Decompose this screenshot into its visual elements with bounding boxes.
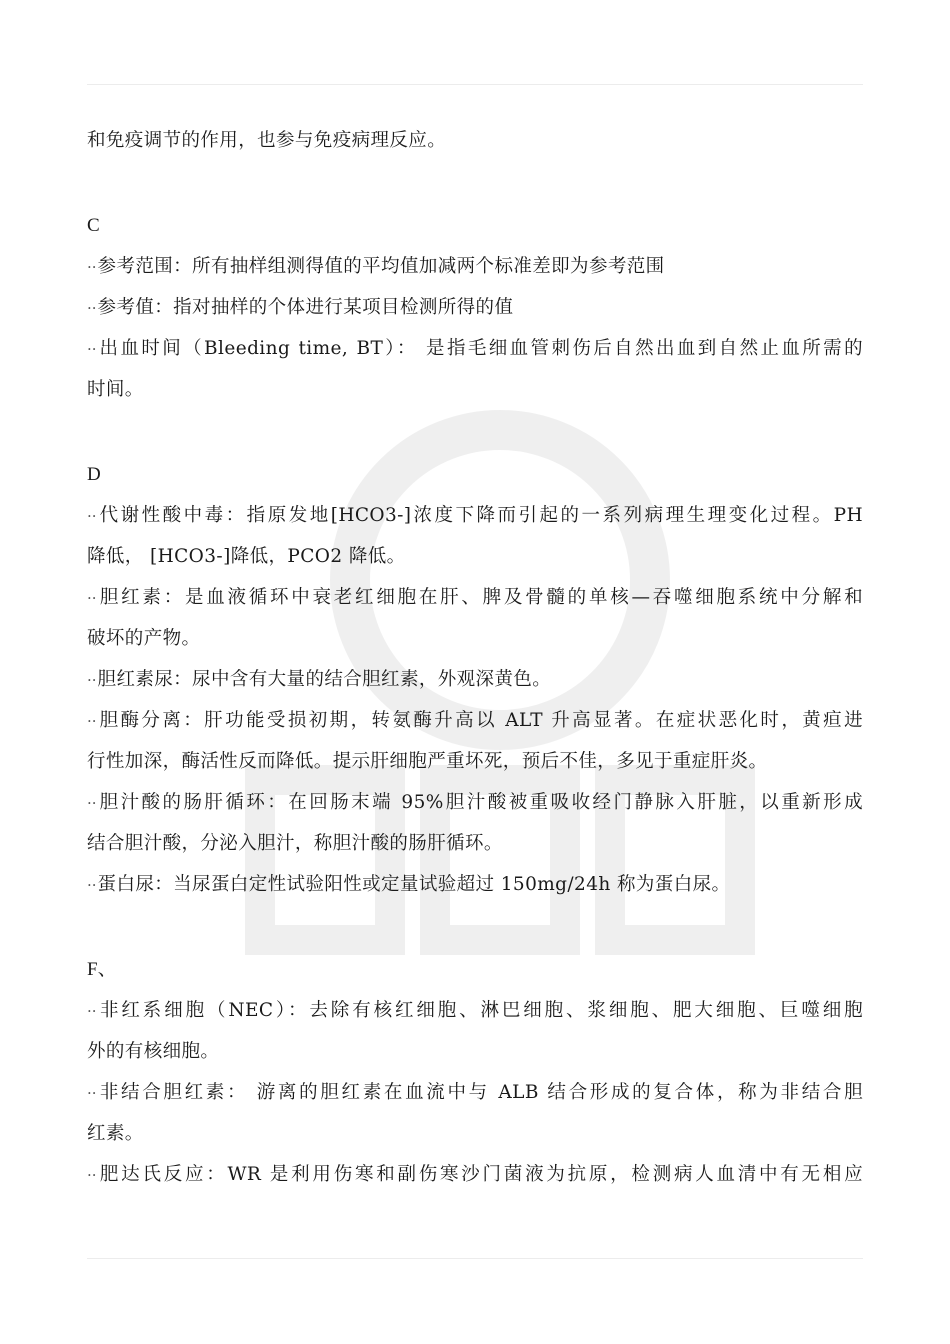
entry-bilirubin-cont: 破坏的产物。 [87, 628, 201, 649]
bullet-mark: ·· [87, 340, 97, 358]
entry-bilirubinuria: ··胆红素尿：尿中含有大量的结合胆红素，外观深黄色。 [87, 669, 552, 690]
entry-reference-value: ··参考值：指对抽样的个体进行某项目检测所得的值 [87, 297, 514, 318]
entry-enzyme-separation: ··胆酶分离：肝功能受损初期，转氨酶升高以 ALT 升高显著。在症状恶化时，黄疸进 [87, 710, 863, 731]
section-heading-f: F、 [87, 959, 117, 980]
bullet-mark: ·· [87, 1002, 97, 1020]
bullet-mark: ·· [87, 1084, 97, 1102]
entry-unconjugated-bilirubin-cont: 红素。 [87, 1123, 144, 1144]
entry-metabolic-acidosis: ··代谢性酸中毒：指原发地[HCO3-]浓度下降而引起的一系列病理生理变化过程。PH [87, 505, 863, 526]
bullet-mark: ·· [87, 507, 97, 525]
bullet-mark: ·· [87, 299, 97, 317]
entry-proteinuria: ··蛋白尿：当尿蛋白定性试验阳性或定量试验超过 150mg/24h 称为蛋白尿。 [87, 874, 731, 895]
intro-text: 和免疫调节的作用，也参与免疫病理反应。 [87, 130, 447, 151]
entry-nec-cont: 外的有核细胞。 [87, 1041, 220, 1062]
entry-reference-range: ··参考范围：所有抽样组测得值的平均值加减两个标准差即为参考范围 [87, 256, 665, 277]
entry-enzyme-separation-cont: 行性加深，酶活性反而降低。提示肝细胞严重坏死，预后不佳，多见于重症肝炎。 [87, 751, 768, 772]
entry-widal-reaction: ··肥达氏反应：WR 是利用伤寒和副伤寒沙门菌液为抗原，检测病人血清中有无相应 [87, 1164, 863, 1185]
entry-nec: ··非红系细胞（NEC）：去除有核红细胞、淋巴细胞、浆细胞、肥大细胞、巨噬细胞 [87, 1000, 863, 1021]
document-body [87, 120, 863, 1195]
bullet-mark: ·· [87, 1166, 97, 1184]
entry-bile-acid-cycle-cont: 结合胆汁酸，分泌入胆汁，称胆汁酸的肠肝循环。 [87, 833, 503, 854]
header-rule [87, 84, 863, 85]
bullet-mark: ·· [87, 712, 97, 730]
entry-metabolic-acidosis-cont: 降低， [HCO3-]降低，PCO2 降低。 [87, 546, 406, 567]
bullet-mark: ·· [87, 876, 97, 894]
entry-bleeding-time-cont: 时间。 [87, 379, 144, 400]
entry-unconjugated-bilirubin: ··非结合胆红素： 游离的胆红素在血流中与 ALB 结合形成的复合体，称为非结合胆 [87, 1082, 863, 1103]
footer-rule [87, 1258, 863, 1259]
section-heading-c: C [87, 215, 100, 236]
bullet-mark: ·· [87, 794, 97, 812]
bullet-mark: ·· [87, 671, 97, 689]
entry-bilirubin: ··胆红素：是血液循环中衰老红细胞在肝、脾及骨髓的单核—吞噬细胞系统中分解和 [87, 587, 863, 608]
entry-bleeding-time: ··出血时间（Bleeding time, BT）： 是指毛细血管刺伤后自然出血到自然止血所需的 [87, 338, 863, 359]
bullet-mark: ·· [87, 589, 97, 607]
bullet-mark: ·· [87, 258, 97, 276]
section-heading-d: D [87, 464, 101, 485]
entry-bile-acid-cycle: ··胆汁酸的肠肝循环：在回肠末端 95%胆汁酸被重吸收经门静脉入肝脏，以重新形成 [87, 792, 863, 813]
